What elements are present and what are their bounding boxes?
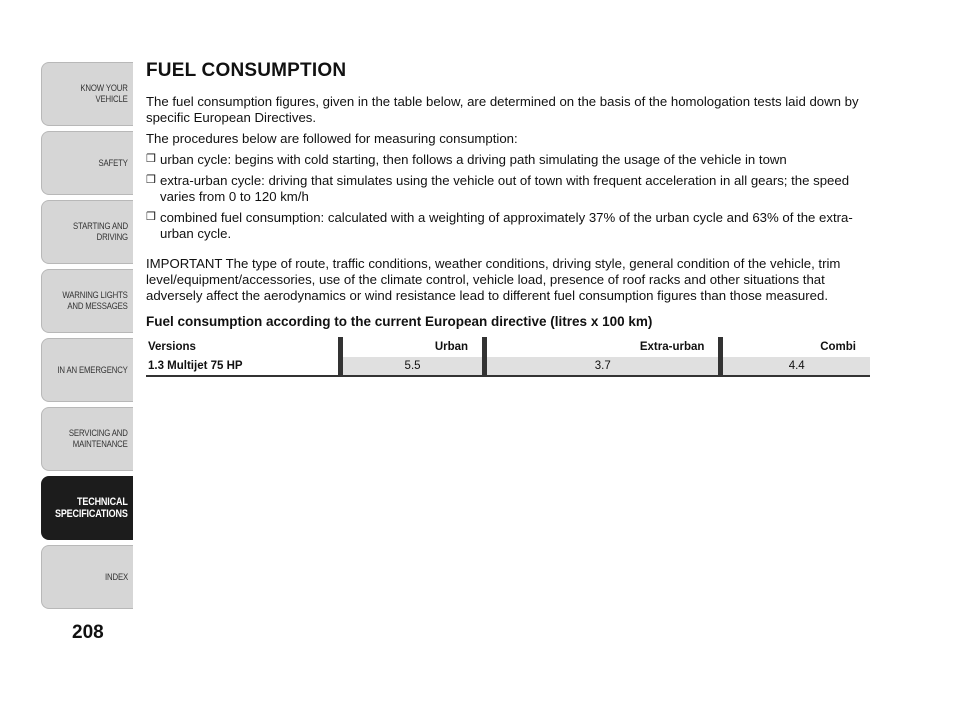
tab-warning-lights[interactable] — [41, 269, 133, 333]
table-row — [146, 357, 870, 376]
checkbox-bullet-icon: ❒ — [146, 174, 156, 186]
checkbox-bullet-icon: ❒ — [146, 211, 156, 223]
tab-label: INDEX — [105, 571, 128, 583]
tab-in-an-emergency[interactable] — [41, 338, 133, 402]
cell-combi: 4.4 — [723, 357, 870, 376]
tab-index[interactable] — [41, 545, 133, 609]
procedures-intro: The procedures below are followed for measuring consumption: — [146, 131, 518, 146]
cell-version: 1.3 Multijet 75 HP — [148, 360, 243, 372]
bullet-text: urban cycle: begins with cold starting, then follows a driving path simulating the usage of the vehicle in town — [160, 152, 787, 167]
tab-starting-and-driving[interactable] — [41, 200, 133, 264]
bullet-item — [146, 152, 871, 168]
page-number: 208 — [72, 622, 104, 643]
bullet-item — [146, 210, 871, 242]
tab-label: WARNING LIGHTS AND MESSAGES — [62, 290, 128, 312]
intro-paragraph: The fuel consumption figures, given in the table below, are determined on the basis of the homologation tests laid down by specific European Directives. — [146, 94, 859, 125]
tab-technical-specifications[interactable] — [41, 476, 133, 540]
column-header-combi: Combi — [820, 341, 856, 353]
fuel-consumption-table — [146, 337, 870, 377]
tab-label: KNOW YOUR VEHICLE — [80, 83, 128, 105]
column-header-extra-urban: Extra-urban — [639, 341, 705, 353]
bullet-text: combined fuel consumption: calculated with a weighting of approximately 37% of the urban cycle and 63% of the extra-urban cycle. — [160, 210, 853, 241]
tab-safety[interactable] — [41, 131, 133, 195]
page-title: FUEL CONSUMPTION — [146, 60, 347, 81]
table-header-row — [146, 337, 870, 357]
tab-know-your-vehicle[interactable] — [41, 62, 133, 126]
important-note: IMPORTANT The type of route, traffic conditions, weather conditions, driving style, general condition of the vehicle, trim level/equipment/accessories, use of the climate control, vehicle load, presence of roof racks and other situations that adversely affect the aerodynamics or wind resistance lead to different fuel consumption figures than those measured. — [146, 256, 841, 303]
tab-label: STARTING AND DRIVING — [73, 221, 128, 243]
cell-urban: 5.5 — [343, 357, 482, 376]
bullet-item — [146, 173, 871, 205]
checkbox-bullet-icon: ❒ — [146, 153, 156, 165]
column-header-urban: Urban — [434, 341, 469, 353]
tab-label: TECHNICAL SPECIFICATIONS — [55, 496, 128, 520]
tab-label: SAFETY — [98, 157, 128, 169]
table-title: Fuel consumption according to the current European directive (litres x 100 km) — [146, 314, 653, 329]
main-content — [146, 60, 871, 377]
tab-label: IN AN EMERGENCY — [57, 364, 128, 376]
tab-servicing-and-maintenance[interactable] — [41, 407, 133, 471]
column-header-versions: Versions — [148, 341, 196, 353]
cell-extra-urban: 3.7 — [487, 357, 718, 376]
chapter-sidebar — [41, 62, 133, 614]
bullet-text: extra-urban cycle: driving that simulates using the vehicle out of town with frequent acceleration in all gears; the speed varies from 0 to 120 km/h — [160, 173, 850, 204]
tab-label: SERVICING AND MAINTENANCE — [69, 428, 128, 450]
